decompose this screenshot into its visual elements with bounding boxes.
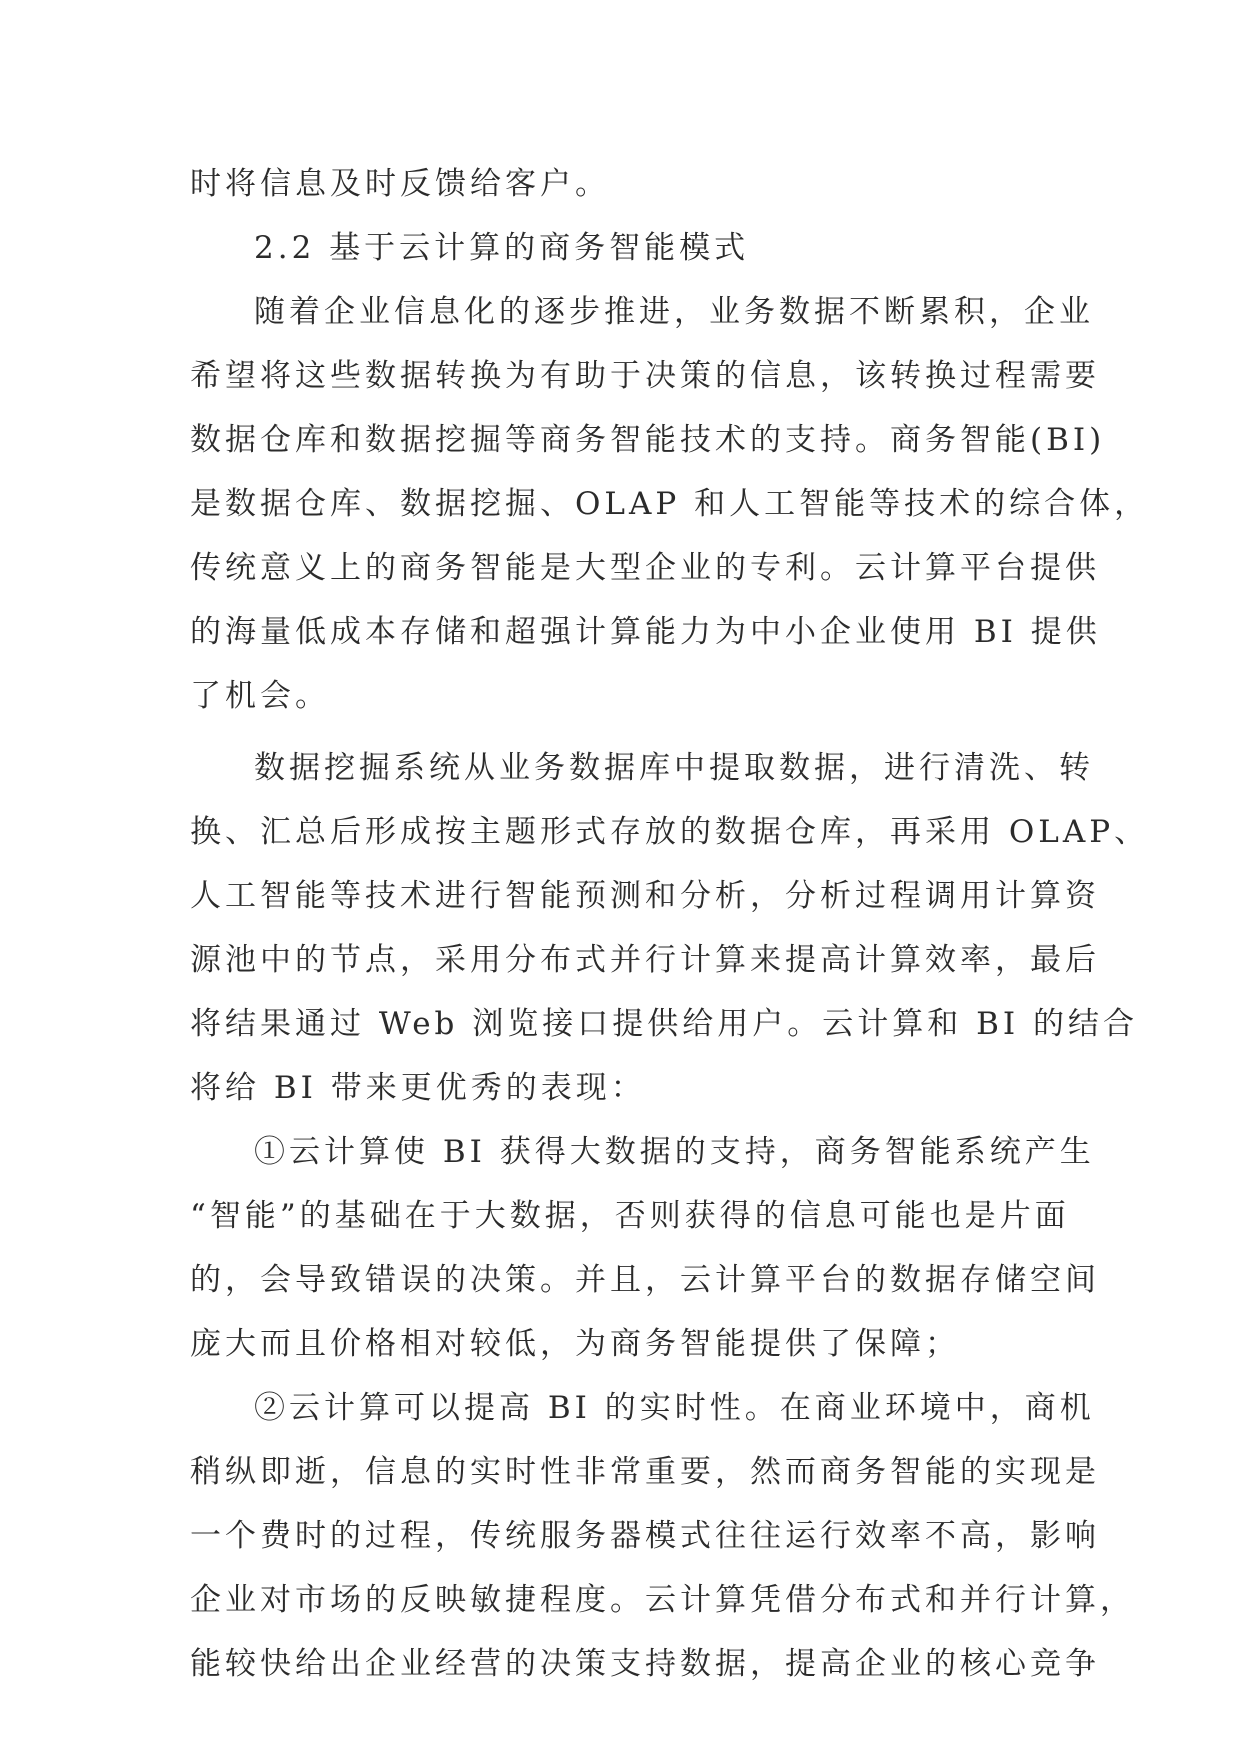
text-line: 人工智能等技术进行智能预测和分析，分析过程调用计算资 [190,878,1100,914]
text-line: 换、汇总后形成按主题形式存放的数据仓库，再采用 OLAP、 [190,814,1150,850]
text-line: 的海量低成本存储和超强计算能力为中小企业使用 BI 提供 [190,614,1101,650]
body-text [190,152,1150,1696]
text-line: 希望将这些数据转换为有助于决策的信息，该转换过程需要 [190,358,1100,394]
text-line: 时将信息及时反馈给客户。 [190,166,610,202]
text-line: 传统意义上的商务智能是大型企业的专利。云计算平台提供 [190,550,1100,586]
text-line: 能较快给出企业经营的决策支持数据，提高企业的核心竞争 [190,1646,1100,1682]
text-line: 的，会导致错误的决策。并且，云计算平台的数据存储空间 [190,1262,1100,1298]
text-line: 将给 BI 带来更优秀的表现： [190,1070,646,1106]
text-line: 数据仓库和数据挖掘等商务智能技术的支持。商务智能(BI) [190,422,1106,458]
text-line: ①云计算使 BI 获得大数据的支持，商务智能系统产生 [254,1134,1095,1170]
text-line: 是数据仓库、数据挖掘、OLAP 和人工智能等技术的综合体， [190,486,1150,522]
text-line: 企业对市场的反映敏捷程度。云计算凭借分布式和并行计算， [190,1582,1135,1618]
section-heading: 2.2 基于云计算的商务智能模式 [254,230,750,266]
text-line: 数据挖掘系统从业务数据库中提取数据，进行清洗、转 [254,750,1094,786]
paragraph-gap [190,728,1050,736]
text-line: ②云计算可以提高 BI 的实时性。在商业环境中，商机 [254,1390,1095,1426]
text-line: 了机会。 [190,678,330,714]
text-line: 稍纵即逝，信息的实时性非常重要，然而商务智能的实现是 [190,1454,1100,1490]
text-line: 一个费时的过程，传统服务器模式往往运行效率不高，影响 [190,1518,1100,1554]
text-line: 庞大而且价格相对较低，为商务智能提供了保障； [190,1326,960,1362]
text-line: 将结果通过 Web 浏览接口提供给用户。云计算和 BI 的结合 [190,1006,1138,1042]
text-line: “智能”的基础在于大数据，否则获得的信息可能也是片面 [190,1198,1070,1234]
text-line: 源池中的节点，采用分布式并行计算来提高计算效率，最后 [190,942,1100,978]
text-line: 随着企业信息化的逐步推进，业务数据不断累积，企业 [254,294,1094,330]
